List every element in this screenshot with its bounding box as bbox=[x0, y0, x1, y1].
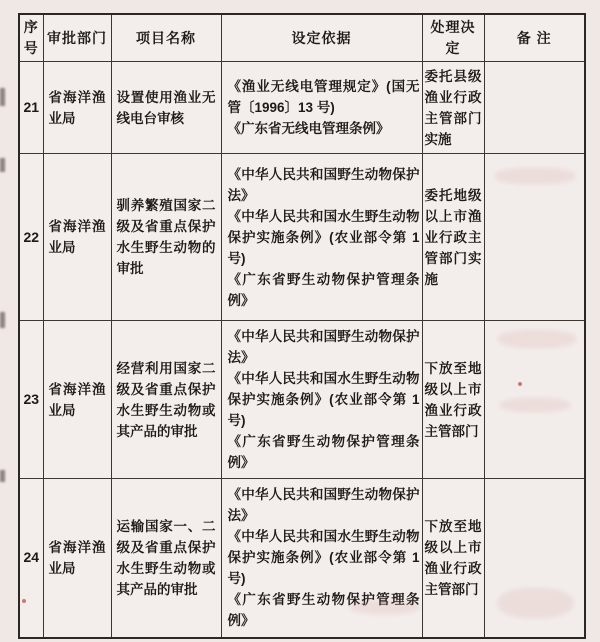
basis-item: 《广东省野生动物保护管理条例》 bbox=[227, 592, 420, 629]
col-header-setting-basis: 设定依据 bbox=[221, 14, 422, 62]
remark-cell bbox=[484, 154, 585, 321]
approval-dept: 省海洋渔业局 bbox=[43, 479, 111, 638]
basis-item: 《中华人民共和国野生动物保护法》 bbox=[227, 329, 420, 365]
table-row bbox=[19, 321, 585, 479]
col-header-approval-dept: 审批部门 bbox=[43, 14, 111, 62]
setting-basis bbox=[221, 62, 422, 154]
project-name: 驯养繁殖国家二级及省重点保护水生野生动物的审批 bbox=[111, 154, 221, 321]
basis-item: 《广东省野生动物保护管理条例》 bbox=[227, 434, 420, 470]
col-header-remarks: 备 注 bbox=[484, 14, 585, 62]
basis-item: 《中华人民共和国野生动物保护法》 bbox=[227, 166, 420, 203]
table-row bbox=[19, 479, 585, 638]
remark-cell bbox=[484, 479, 585, 638]
basis-item: 《中华人民共和国水生野生动物保护实施条例》(农业部令第 1 号) bbox=[227, 371, 420, 428]
scan-artifact bbox=[0, 88, 5, 106]
project-name: 经营利用国家二级及省重点保护水生野生动物或其产品的审批 bbox=[111, 321, 221, 479]
serial-no: 23 bbox=[19, 321, 43, 479]
col-header-serial-no: 序号 bbox=[19, 14, 43, 62]
remark-cell bbox=[484, 62, 585, 154]
table-header-row bbox=[19, 14, 585, 62]
table-row bbox=[19, 154, 585, 321]
basis-item: 《中华人民共和国水生野生动物保护实施条例》(农业部令第 1 号) bbox=[227, 208, 420, 266]
approval-dept: 省海洋渔业局 bbox=[43, 154, 111, 321]
remark-cell bbox=[484, 321, 585, 479]
scan-artifact bbox=[0, 312, 5, 328]
setting-basis bbox=[221, 321, 422, 479]
handling-decision: 下放至地级以上市渔业行政主管部门 bbox=[422, 321, 484, 479]
table-row bbox=[19, 62, 585, 154]
project-name: 运输国家一、二级及省重点保护水生野生动物或其产品的审批 bbox=[111, 479, 221, 638]
handling-decision: 委托县级渔业行政主管部门实施 bbox=[422, 62, 484, 154]
serial-no: 24 bbox=[19, 479, 43, 638]
basis-item: 《渔业无线电管理规定》(国无管〔1996〕13 号) bbox=[227, 79, 420, 115]
basis-item: 《广东省野生动物保护管理条例》 bbox=[227, 271, 420, 308]
approval-items-table bbox=[18, 13, 586, 639]
serial-no: 22 bbox=[19, 154, 43, 321]
handling-decision: 委托地级以上市渔业行政主管部门实施 bbox=[422, 154, 484, 321]
serial-no: 21 bbox=[19, 62, 43, 154]
basis-item: 《中华人民共和国野生动物保护法》 bbox=[227, 487, 420, 524]
scan-artifact bbox=[0, 470, 5, 482]
approval-dept: 省海洋渔业局 bbox=[43, 321, 111, 479]
setting-basis bbox=[221, 154, 422, 321]
col-header-project-name: 项目名称 bbox=[111, 14, 221, 62]
handling-decision: 下放至地级以上市渔业行政主管部门 bbox=[422, 479, 484, 638]
basis-item: 《广东省无线电管理条例》 bbox=[227, 121, 390, 136]
approval-dept: 省海洋渔业局 bbox=[43, 62, 111, 154]
basis-item: 《中华人民共和国水生野生动物保护实施条例》(农业部令第 1 号) bbox=[227, 529, 420, 587]
col-header-handling-decision: 处理决定 bbox=[422, 14, 484, 62]
setting-basis bbox=[221, 479, 422, 638]
project-name: 设置使用渔业无线电台审核 bbox=[111, 62, 221, 154]
scan-artifact bbox=[0, 158, 5, 172]
